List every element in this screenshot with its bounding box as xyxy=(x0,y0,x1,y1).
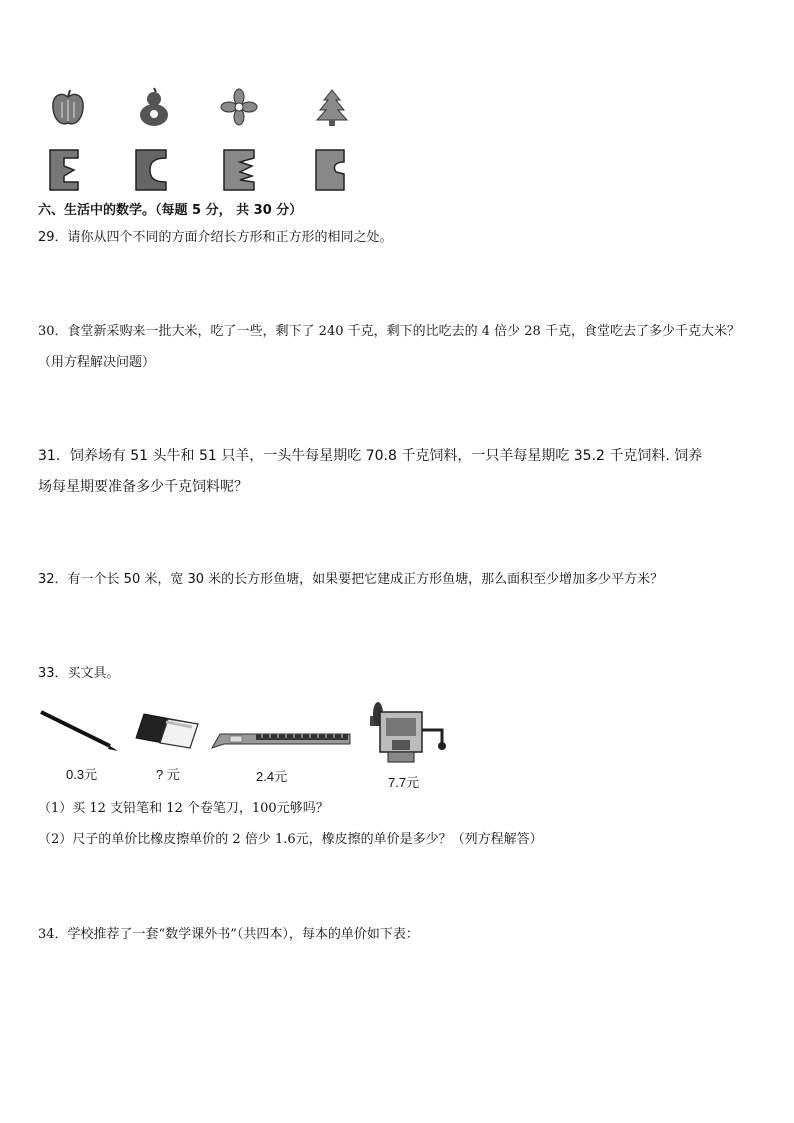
flower-icon xyxy=(220,88,258,130)
ruler-icon xyxy=(210,726,354,758)
question-29: 29．请你从四个不同的方面介绍长方形和正方形的相同之处。 xyxy=(38,230,393,245)
folded-paper-3-icon xyxy=(222,148,258,196)
pencil-sharpener-icon xyxy=(368,700,452,774)
apple-icon xyxy=(50,88,86,132)
tree-icon xyxy=(314,88,350,132)
eraser-price: ? 元 xyxy=(156,767,180,782)
eraser-icon xyxy=(132,710,204,756)
sharpener-price: 7.7元 xyxy=(388,775,420,790)
pencil-icon xyxy=(38,708,120,758)
question-33-sub1: （1）买 12 支铅笔和 12 个卷笔刀，100元够吗？ xyxy=(38,801,329,816)
question-33-sub2: （2）尺子的单价比橡皮擦单价的 2 倍少 1.6元，橡皮擦的单价是多少？（列方程解答） xyxy=(38,832,543,847)
gourd-icon xyxy=(137,86,171,132)
pencil-price: 0.3元 xyxy=(66,767,98,782)
question-33-title: 33．买文具。 xyxy=(38,666,120,681)
section-heading: 六、生活中的数学。（每题 5 分， 共 30 分） xyxy=(38,203,303,218)
question-31-line1: 31．饲养场有 51 头牛和 51 只羊，一头牛每星期吃 70.8 千克饲料，一只羊每星期吃 35.2 千克饲料. 饲养 xyxy=(38,448,703,464)
folded-paper-4-icon xyxy=(314,148,350,196)
question-32: 32．有一个长 50 米，宽 30 米的长方形鱼塘，如果要把它建成正方形鱼塘，那么面积至少增加多少平方米？ xyxy=(38,572,664,587)
question-30-line2: （用方程解决问题） xyxy=(38,355,156,370)
question-31-line2: 场每星期要准备多少千克饲料呢？ xyxy=(38,479,248,495)
folded-paper-1-icon xyxy=(48,148,84,196)
folded-paper-2-icon xyxy=(134,148,170,196)
ruler-price: 2.4元 xyxy=(256,769,288,784)
question-34: 34．学校推荐了一套“数学课外书”（共四本），每本的单价如下表： xyxy=(38,927,419,942)
question-30-line1: 30．食堂新采购来一批大米，吃了一些，剩下了 240 千克，剩下的比吃去的 4 倍少 28 千克，食堂吃去了多少千克大米？ xyxy=(38,324,740,339)
